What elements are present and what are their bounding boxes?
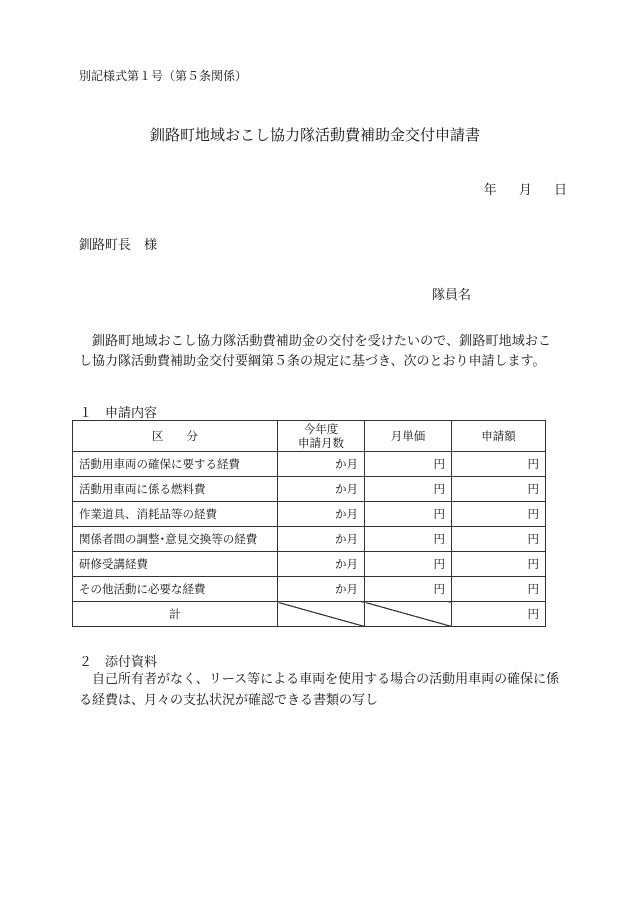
row-unit-price-cell[interactable]: 円 xyxy=(365,477,452,502)
row-months-cell[interactable]: か月 xyxy=(278,577,365,602)
row-amount-cell[interactable]: 円 xyxy=(452,577,546,602)
total-amount-cell[interactable]: 円 xyxy=(452,602,546,627)
row-category: 活動用車両の確保に要する経費 xyxy=(73,452,278,477)
row-months-cell[interactable]: か月 xyxy=(278,477,365,502)
header-unit-price: 月単価 xyxy=(365,421,452,452)
date-line xyxy=(484,179,567,198)
header-months-line2: 申請月数 xyxy=(298,436,344,450)
document-title: 釧路町地域おこし協力隊活動費補助金交付申請書 xyxy=(149,126,480,144)
table-row xyxy=(73,502,546,527)
row-months-cell[interactable]: か月 xyxy=(278,552,365,577)
date-day: 日 xyxy=(553,183,567,198)
section1-heading: １ 申請内容 xyxy=(79,406,158,421)
row-amount-cell[interactable]: 円 xyxy=(452,477,546,502)
row-unit-price-cell[interactable]: 円 xyxy=(365,452,452,477)
table-row xyxy=(73,452,546,477)
table-header-row xyxy=(73,421,546,452)
total-months-struck-cell xyxy=(278,602,365,627)
total-row xyxy=(73,602,546,627)
header-category: 区 分 xyxy=(73,421,278,452)
row-months-cell[interactable]: か月 xyxy=(278,452,365,477)
header-amount: 申請額 xyxy=(452,421,546,452)
table-row xyxy=(73,552,546,577)
row-amount-cell[interactable]: 円 xyxy=(452,502,546,527)
addressee: 釧路町長 様 xyxy=(79,238,158,253)
body-paragraph: 釧路町地域おこし協力隊活動費補助金の交付を受けたいので、釧路町地域おこし協力隊活動費補助金交付要綱第５条の規定に基づき、次のとおり申請します。 xyxy=(79,334,551,369)
table-row xyxy=(73,477,546,502)
section2-heading: ２ 添付資料 xyxy=(79,655,158,670)
application-table xyxy=(72,420,546,627)
row-unit-price-cell[interactable]: 円 xyxy=(365,527,452,552)
row-unit-price-cell[interactable]: 円 xyxy=(365,502,452,527)
form-number: 別記様式第１号（第５条関係） xyxy=(79,69,248,83)
row-unit-price-cell[interactable]: 円 xyxy=(365,552,452,577)
header-months xyxy=(278,421,365,452)
total-label: 計 xyxy=(73,602,278,627)
row-amount-cell[interactable]: 円 xyxy=(452,452,546,477)
date-month: 月 xyxy=(518,183,532,198)
member-name-label: 隊員名 xyxy=(432,288,472,303)
row-category: 関係者間の調整･意見交換等の経費 xyxy=(73,527,278,552)
row-amount-cell[interactable]: 円 xyxy=(452,552,546,577)
row-category: 研修受講経費 xyxy=(73,552,278,577)
attachment-text: 自己所有者がなく、リース等による車両を使用する場合の活動用車両の確保に係る経費は、月々の支払状況が確認できる書類の写し xyxy=(79,672,560,708)
row-amount-cell[interactable]: 円 xyxy=(452,527,546,552)
table-row xyxy=(73,527,546,552)
row-category: 活動用車両に係る燃料費 xyxy=(73,477,278,502)
table-row xyxy=(73,577,546,602)
header-months-line1: 今年度 xyxy=(303,422,339,436)
row-category: 作業道具、消耗品等の経費 xyxy=(73,502,278,527)
row-months-cell[interactable]: か月 xyxy=(278,527,365,552)
date-year: 年 xyxy=(483,183,497,198)
row-months-cell[interactable]: か月 xyxy=(278,502,365,527)
row-category: その他活動に必要な経費 xyxy=(73,577,278,602)
row-unit-price-cell[interactable]: 円 xyxy=(365,577,452,602)
total-unit-price-struck-cell xyxy=(365,602,452,627)
